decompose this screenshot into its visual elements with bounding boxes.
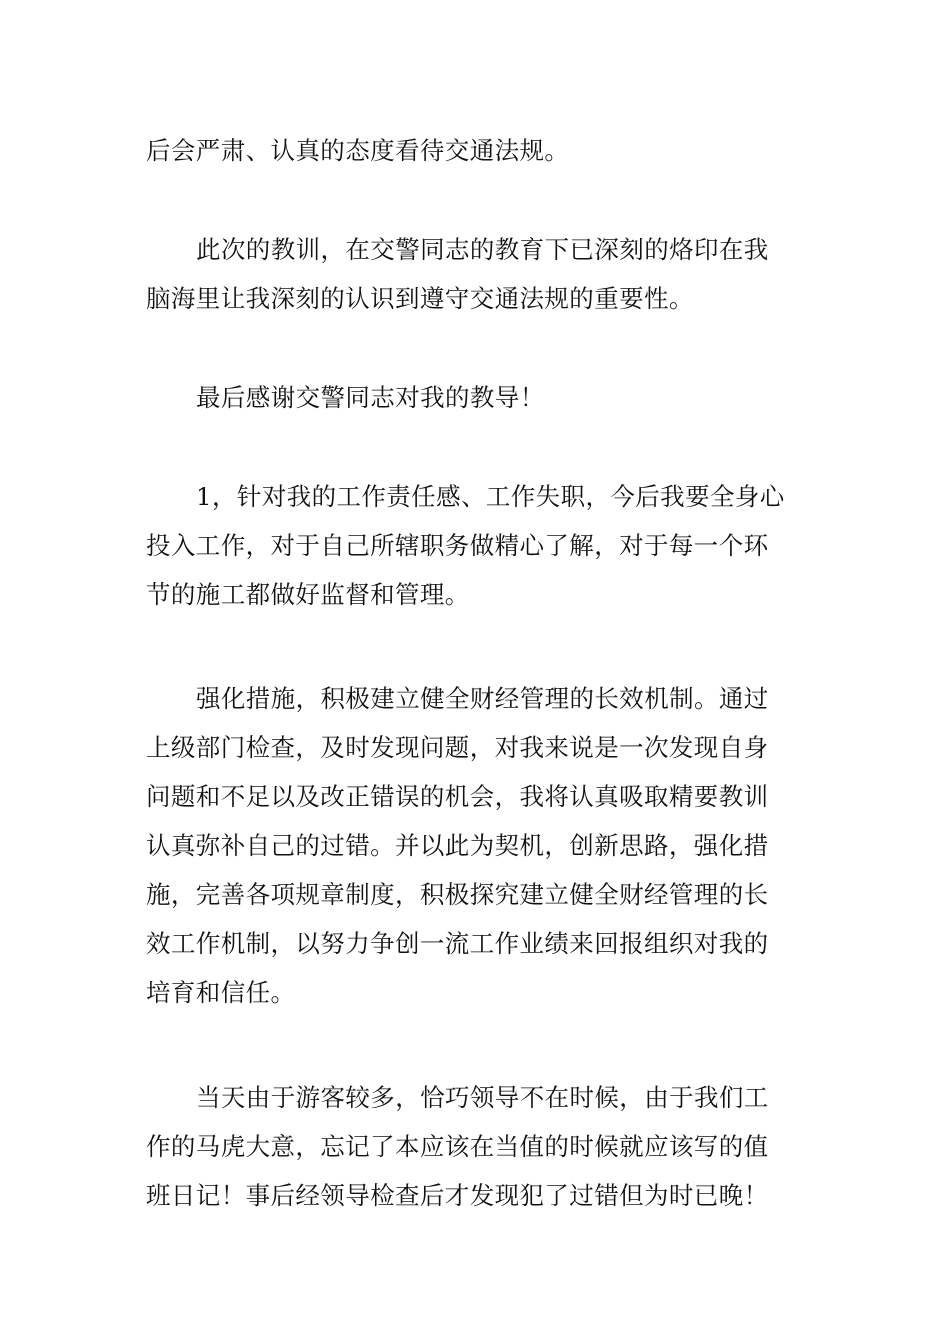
text-line: 节的施工都做好监督和管理。	[146, 580, 470, 609]
text-line: 强化措施，积极建立健全财经管理的长效机制。通过	[196, 684, 769, 713]
text-line: 施，完善各项规章制度，积极探究建立健全财经管理的长	[146, 880, 769, 909]
text-line: 当天由于游客较多，恰巧领导不在时候，由于我们工	[196, 1083, 769, 1112]
text-line: 脑海里让我深刻的认识到遵守交通法规的重要性。	[146, 284, 694, 313]
paragraph-thanks	[146, 373, 808, 422]
text-line: 此次的教训，在交警同志的教育下已深刻的烙印在我	[196, 235, 769, 264]
text-line: 问题和不足以及改正错误的机会，我将认真吸取精要教训	[146, 782, 769, 811]
text-line: 认真弥补自己的过错。并以此为契机，创新思路，强化措	[146, 831, 769, 860]
text-line: 最后感谢交警同志对我的教导！	[196, 383, 545, 412]
paragraph-continuation	[146, 126, 808, 175]
paragraph-measures	[146, 674, 808, 1017]
text-line: 作的马虎大意，忘记了本应该在当值的时候就应该写的值	[146, 1132, 769, 1161]
text-line: 效工作机制，以努力争创一流工作业绩来回报组织对我的	[146, 929, 769, 958]
text-line: 投入工作，对于自己所辖职务做精心了解，对于每一个环	[146, 531, 769, 560]
text-line: 后会严肃、认真的态度看待交通法规。	[146, 136, 570, 165]
paragraph-item-1	[146, 472, 808, 619]
text-line: 班日记！事后经领导检查后才发现犯了过错但为时已晚！	[146, 1181, 769, 1210]
text-line: 培育和信任。	[146, 978, 296, 1007]
paragraph-incident	[146, 1073, 808, 1220]
paragraph-lesson	[146, 225, 808, 323]
text-line: 上级部门检查，及时发现问题，对我来说是一次发现自身	[146, 733, 769, 762]
text-line: 1，针对我的工作责任感、工作失职，今后我要全身心	[196, 482, 785, 511]
